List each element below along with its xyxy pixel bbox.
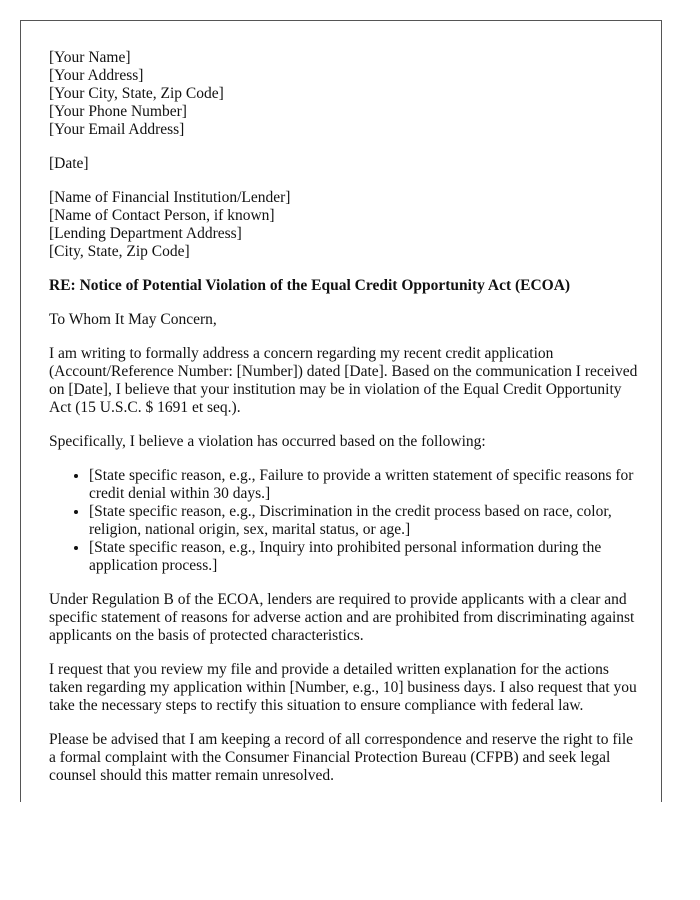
intro-paragraph: I am writing to formally address a concern regarding my recent credit application (Account/Reference Number: [Number]) dated [Date]. Based on the communication I received on [Date], I believe that your institution may be in violation of the Equal Credit Opportunity Act (15 U.S.C. $ 1691 et seq.). [49,345,638,416]
request-paragraph: I request that you review my file and provide a detailed written explanation for the actions taken regarding my application within [Number, e.g., 10] business days. I also request that you take the necessary steps to rectify this situation to ensure compliance with federal law. [49,661,637,714]
sender-block [49,49,639,139]
letter-page [20,20,662,802]
list-item: • [State specific reason, e.g., Failure to provide a written statement of specific reasons for credit denial within 30 days.] [89,467,639,503]
sender-city-state-zip: [Your City, State, Zip Code] [49,85,224,102]
letter-content [49,49,639,801]
recipient-block [49,189,639,261]
regulation-paragraph: Under Regulation B of the ECOA, lenders are required to provide applicants with a clear and specific statement of reasons for adverse action and are prohibited from discriminating against applicants on the basis of protected characteristics. [49,591,635,644]
sender-address: [Your Address] [49,67,144,84]
list-item: • [State specific reason, e.g., Discrimination in the credit process based on race, color, religion, national origin, sex, marital status, or age.] [89,503,639,539]
reasons-list [49,467,639,575]
recipient-city-state-zip: [City, State, Zip Code] [49,243,190,260]
specifically-paragraph: Specifically, I believe a violation has occurred based on the following: [49,433,486,450]
subject-line: RE: Notice of Potential Violation of the Equal Credit Opportunity Act (ECOA) [49,277,571,294]
recipient-contact: [Name of Contact Person, if known] [49,207,275,224]
advised-paragraph: Please be advised that I am keeping a record of all correspondence and reserve the right to file a formal complaint with the Consumer Financial Protection Bureau (CFPB) and seek legal counsel should this matter remain unresolved. [49,731,634,784]
list-item: • [State specific reason, e.g., Inquiry into prohibited personal information during the application process.] [89,539,639,575]
sender-email: [Your Email Address] [49,121,185,138]
letter-date: [Date] [49,155,89,172]
recipient-institution: [Name of Financial Institution/Lender] [49,189,291,206]
recipient-department-address: [Lending Department Address] [49,225,242,242]
sender-name: [Your Name] [49,49,131,66]
salutation: To Whom It May Concern, [49,311,217,328]
sender-phone: [Your Phone Number] [49,103,187,120]
